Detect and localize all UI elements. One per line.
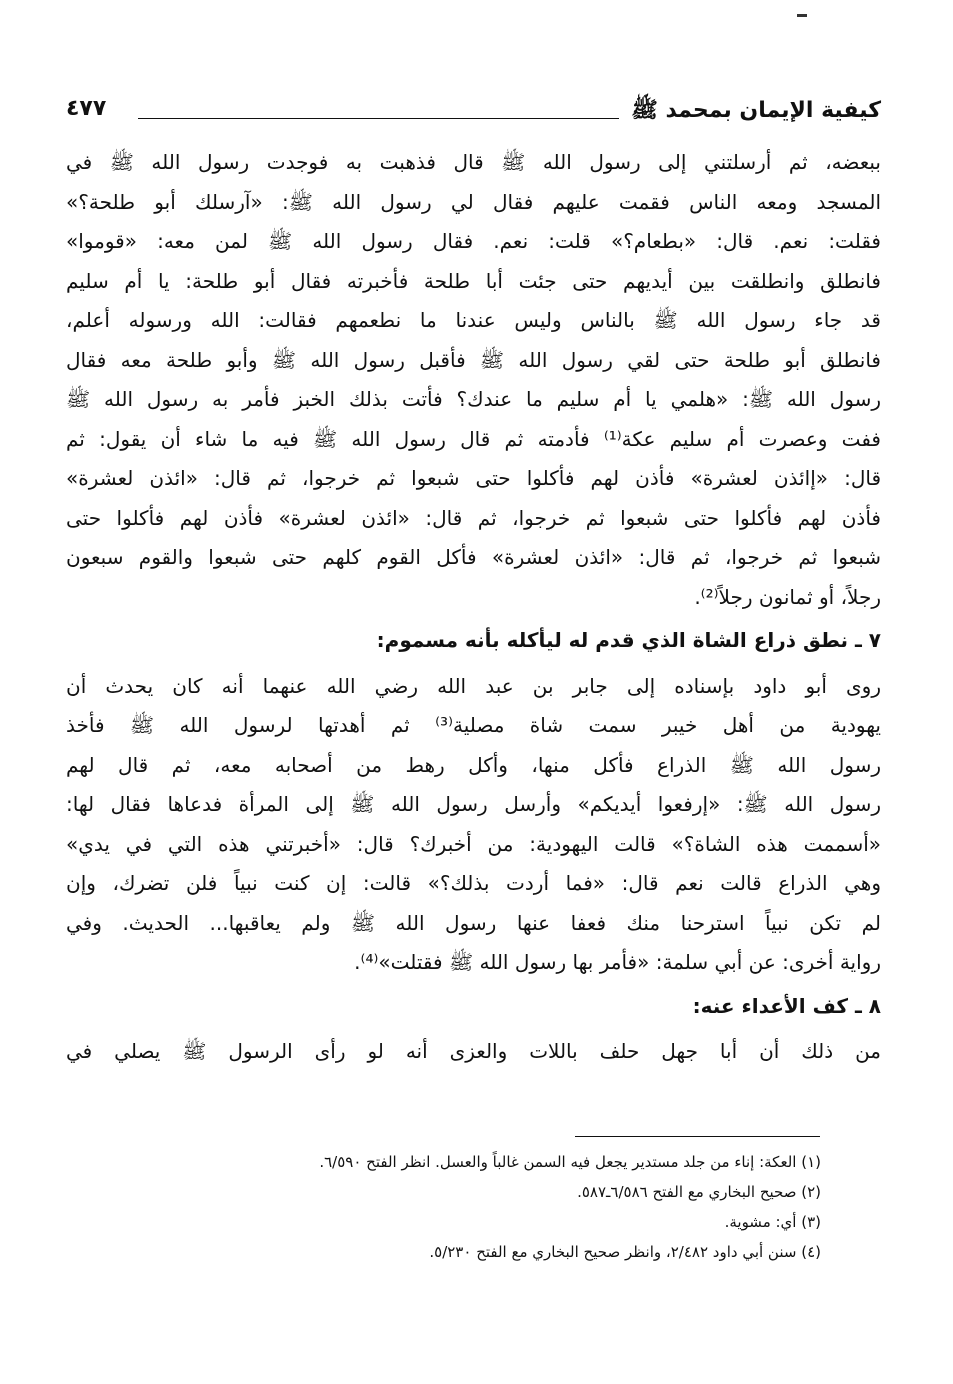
text-line: رسول الله ﷺ الذراع فأكل منها، وأكل رهط من أصحابه معه، ثم قال لهم bbox=[66, 752, 881, 777]
paragraph-2 bbox=[66, 667, 881, 983]
paragraph-3 bbox=[66, 1032, 881, 1072]
section-heading-7: ٧ ـ نطق ذراع الشاة الذي قدم له ليأكله بأنه مسموم: bbox=[376, 628, 881, 652]
section-heading-8: ٨ ـ كف الأعداء عنه: bbox=[692, 993, 881, 1018]
chapter-title: كيفية الإيمان بمحمد ﷺ bbox=[631, 98, 881, 123]
text-line: فانطلق أبو طلحة حتى لقي رسول الله ﷺ فأقبل رسول الله ﷺ وأبو طلحة معه فقال bbox=[66, 347, 881, 372]
footnote-3: (٣) أي: مشوية. bbox=[724, 1213, 821, 1231]
text-line: رواية أخرى: عن أبي سلمة: «فأمر بها رسول الله ﷺ فقتلت»⁽⁴⁾. bbox=[354, 950, 881, 974]
text-line: قال: «إائذن لعشرة» فأذن لهم فأكلوا حتى شبعوا ثم خرجوا، ثم قال: «ائذن لعشرة» bbox=[66, 466, 881, 490]
page-number: ٤٧٧ bbox=[66, 96, 107, 121]
text-line: «أسممت هذه الشاة؟» قالت اليهودية: من أخبرك؟ قال: «أخبرتني هذه التي في يدي» bbox=[66, 831, 881, 856]
text-line: يهودية من أهل خيبر سمت شاة مصلية⁽³⁾ ثم أهدتها لرسول الله ﷺ فأخذ bbox=[66, 713, 881, 737]
header-rule bbox=[138, 118, 619, 119]
text-line: قد جاء رسول الله ﷺ بالناس وليس عندنا ما نطعمهم فقالت: الله ورسوله أعلم، bbox=[66, 308, 881, 332]
text-line: وهي الذراع قالت نعم قال: «فما أردت بذلك؟» قالت: إن كنت نبياً فلن تضرك، وإن bbox=[66, 871, 881, 895]
main-text bbox=[66, 143, 881, 1072]
text-line: رسول الله ﷺ: «إرفعوا أيديكم» وأرسل رسول الله ﷺ إلى المرأة فدعاها فقال لها: bbox=[66, 792, 881, 816]
text-line: فقلت: نعم. قال: «بطعام؟» قلت: نعم. فقال رسول الله ﷺ لمن معه: «قوموا» bbox=[66, 229, 881, 253]
text-line: فانطلق وانطلقت بين أيديهم حتى جئت أبا طلحة فأخبرته فقال أبو طلحة: يا أم سليم bbox=[66, 268, 881, 293]
footnote-4: (٤) سنن أبي داود ٢/٤٨٢، وانظر صحيح البخاري مع الفتح ٥/٢٣٠. bbox=[429, 1243, 821, 1261]
text-line: ففت وعصرت أم سليم عكة⁽¹⁾ فأدمته ثم قال رسول الله ﷺ فيه ما شاء أن يقول: ثم bbox=[66, 426, 881, 451]
text-line: المسجد ومعه الناس فقمت عليهم فقال لي رسول الله ﷺ: «آرسلك أبو طلحة؟» bbox=[66, 189, 881, 214]
text-line: رجلاً، أو ثمانون رجلاً⁽²⁾. bbox=[694, 584, 881, 609]
page-header bbox=[66, 96, 881, 132]
text-line: روى أبو داود بإسناده إلى جابر بن عبد الله رضي الله عنهما أنه كان يحدث أن bbox=[66, 673, 881, 698]
text-line: رسول الله ﷺ: «هلمي يا أم سليم ما عندك؟ فأتت بذلك الخبز فأمر به رسول الله ﷺ bbox=[66, 387, 881, 411]
footnotes bbox=[66, 1147, 821, 1267]
text-line: ببعضه، ثم أرسلتني إلى رسول الله ﷺ قال فذهبت به فوجدت رسول الله ﷺ في bbox=[66, 150, 881, 174]
text-line: من ذلك أن أبا جهل حلف باللات والعزى أنه لو رأى الرسول ﷺ يصلي في bbox=[66, 1039, 881, 1063]
text-line: لم تكن نبياً استرحنا منك فعفا عنها رسول الله ﷺ ولم يعاقبها... الحديث. وفي bbox=[66, 910, 881, 935]
corner-mark bbox=[797, 14, 807, 17]
text-line: فأذن لهم فأكلوا حتى شبعوا ثم خرجوا، ثم قال: «ائذن لعشرة» فأذن لهم فأكلوا حتى bbox=[66, 505, 881, 530]
footnote-rule bbox=[575, 1136, 820, 1137]
footnote-2: (٢) صحيح البخاري مع الفتح ٦/٥٨٦ـ٥٨٧. bbox=[577, 1183, 821, 1201]
footnote-1: (١) العكة: إناء من جلد مستدير يجعل فيه السمن غالباً والعسل. انظر الفتح ٦/٥٩٠. bbox=[319, 1153, 821, 1171]
text-line: شبعوا ثم خرجوا، ثم قال: «ائذن لعشرة» فأكل القوم كلهم حتى شبعوا والقوم سبعون bbox=[66, 545, 881, 569]
paragraph-1 bbox=[66, 143, 881, 617]
